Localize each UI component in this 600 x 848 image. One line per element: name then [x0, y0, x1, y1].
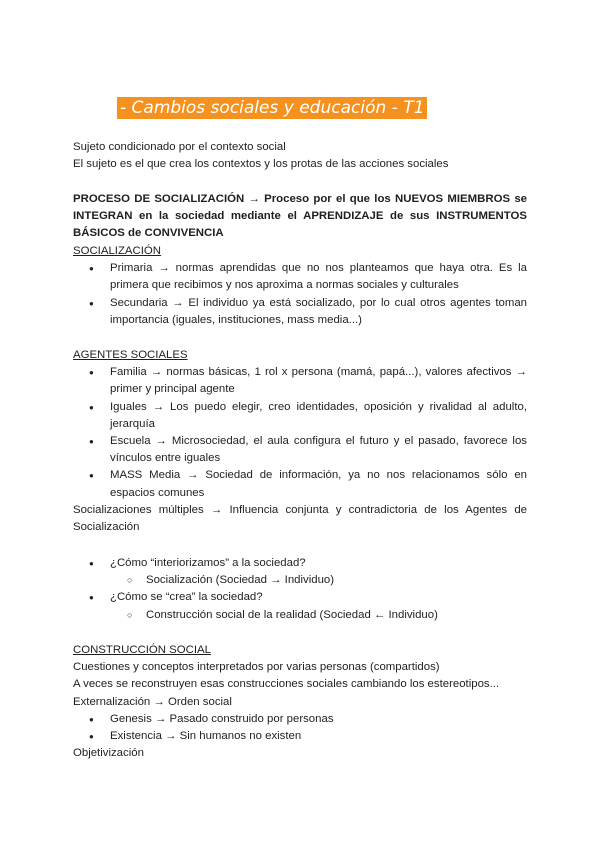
construccion-line: Cuestiones y conceptos interpretados por varias personas (compartidos) — [73, 661, 440, 674]
socializacion-list — [73, 260, 527, 329]
section-heading-socializacion: SOCIALIZACIÓN — [73, 245, 161, 257]
construccion-final: Objetivización — [73, 747, 144, 760]
answer-item: ○ Construcción social de la realidad (Sociedad ← Individuo) — [73, 607, 527, 624]
agentes-list — [73, 364, 527, 502]
answer-item: ○ Socialización (Sociedad → Individuo) — [73, 572, 527, 589]
list-item: ● Existencia → Sin humanos no existen — [73, 728, 527, 745]
list-item: ● Familia → normas básicas, 1 rol x persona (mamá, papá...), valores afectivos → primer y principal agente — [73, 364, 527, 398]
intro-line: Sujeto condicionado por el contexto social — [73, 141, 286, 153]
list-item: ● Genesis → Pasado construido por personas — [73, 711, 527, 728]
list-item: ● Secundaria → El individuo ya está socializado, por lo cual otros agentes toman importancia (iguales, instituciones, mass media...) — [73, 295, 527, 329]
list-item: ● MASS Media → Sociedad de información, ya no nos relacionamos sólo en espacios comunes — [73, 467, 527, 501]
section-heading-construccion: CONSTRUCCIÓN SOCIAL — [73, 644, 211, 656]
socializaciones-multiples: Socializaciones múltiples → Influencia conjunta y contradictoria de los Agentes de Socialización — [73, 503, 527, 534]
section-heading-agentes: AGENTES SOCIALES — [73, 349, 188, 361]
socializacion-section — [73, 243, 527, 329]
title-block — [117, 97, 427, 119]
construccion-line: Externalización → Orden social — [73, 695, 232, 708]
intro-line: El sujeto es el que crea los contextos y los protas de las acciones sociales — [73, 158, 449, 171]
preguntas-section — [73, 555, 527, 624]
construccion-line: A veces se reconstruyen esas construcciones sociales cambiando los estereotipos... — [73, 678, 500, 691]
intro-section — [73, 139, 527, 173]
question-item: ● ¿Cómo “interiorizamos” a la sociedad? — [73, 555, 527, 572]
list-item: ● Escuela → Microsociedad, el aula configura el futuro y el pasado, favorece los vínculos entre iguales — [73, 433, 527, 467]
preguntas-list — [73, 555, 527, 624]
proceso-section — [73, 191, 527, 243]
list-item: ● Iguales → Los puedo elegir, creo identidades, oposición y rivalidad al adulto, jerarquía — [73, 399, 527, 433]
agentes-section — [73, 347, 527, 536]
list-item: ● Primaria → normas aprendidas que no nos planteamos que haya otra. Es la primera que recibimos y nos aproxima a normas sociales y culturales — [73, 260, 527, 294]
construccion-section — [73, 642, 527, 762]
question-item: ● ¿Cómo se “crea” la sociedad? — [73, 589, 527, 606]
proceso-definition: PROCESO DE SOCIALIZACIÓN → Proceso por el que los NUEVOS MIEMBROS se INTEGRAN en la sociedad mediante el APRENDIZAJE de sus INSTRUMENTOS BÁSICOS de CONVIVENCIA — [73, 193, 527, 240]
page-title: - Cambios sociales y educación - T1 — [117, 97, 427, 119]
construccion-list — [73, 711, 527, 745]
